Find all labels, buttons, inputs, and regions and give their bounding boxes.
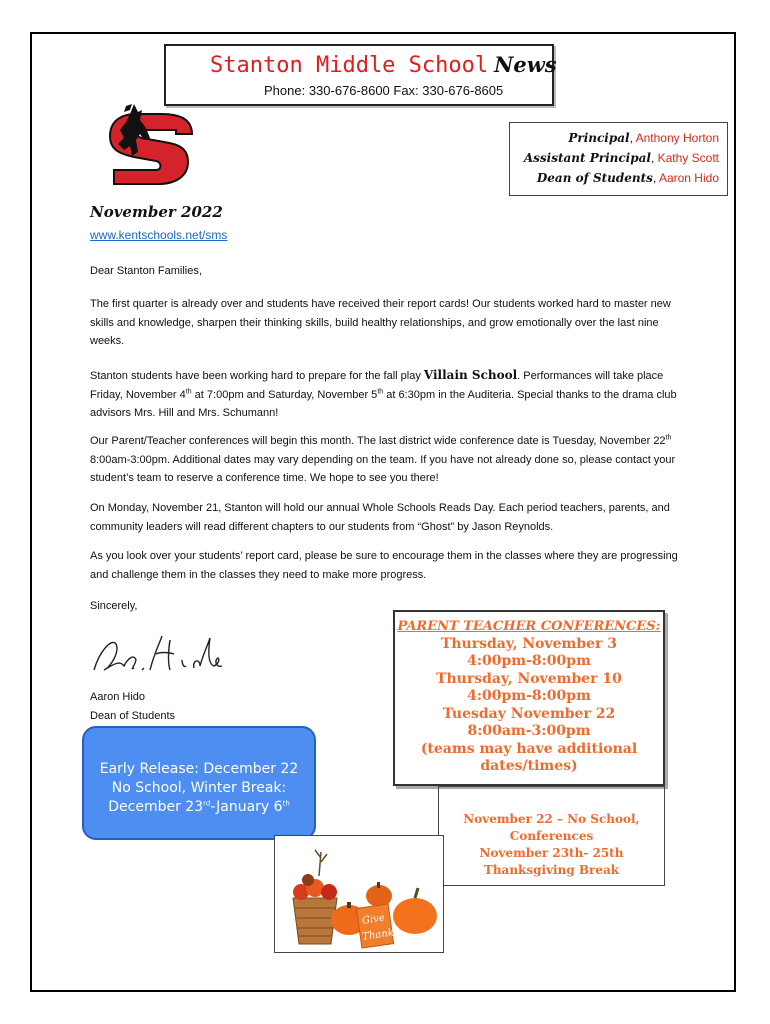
staff-name: Kathy Scott bbox=[657, 151, 719, 165]
harvest-basket-illustration bbox=[275, 836, 443, 952]
staff-role: Dean of Students bbox=[536, 171, 653, 185]
signer-title: Dean of Students bbox=[90, 710, 176, 722]
conferences-box bbox=[393, 610, 665, 786]
thanksgiving-image bbox=[274, 835, 444, 953]
paragraph-fall-play: Stanton students have been working hard to prepare for the fall play Villain School. Performances will take place Friday, November 4th at 7:00pm and Saturday, November 5th at 6:30pm in the Auditeria. Special thanks to the drama club advisors Mrs. Hill and Mrs. Schumann! bbox=[90, 368, 677, 419]
staff-name: Anthony Horton bbox=[635, 131, 719, 145]
conference-line: 4:00pm-8:00pm bbox=[467, 688, 591, 704]
greeting: Dear Stanton Families, bbox=[90, 265, 202, 277]
winter-break-line: No School, Winter Break: bbox=[111, 780, 287, 796]
conference-line: Thursday, November 10 bbox=[436, 670, 622, 687]
conference-line: 8:00am-3:00pm bbox=[467, 723, 591, 739]
holiday-line: Thanksgiving Break bbox=[483, 863, 620, 877]
paragraph-reads-day: On Monday, November 21, Stanton will hold our annual Whole Schools Reads Day. Each period teachers, parents, and community leaders will read different chapters to our students from “Ghost” by Jason Reynolds. bbox=[90, 502, 670, 533]
signer-name: Aaron Hido bbox=[90, 691, 146, 703]
staff-dean: Dean of Students, Aaron Hido bbox=[536, 171, 719, 185]
holiday-line: November 22 – No School, bbox=[463, 812, 640, 826]
holiday-line: Conferences bbox=[509, 829, 594, 843]
staff-role: Principal bbox=[568, 131, 630, 145]
contact-info: Phone: 330-676-8600 Fax: 330-676-8605 bbox=[264, 83, 504, 98]
paragraph-report-cards: The first quarter is already over and students have received their report cards! Our students worked hard to master new skills and knowledge, sharpen their thinking skills, build healthy relationships, and grow emotionally over the last nine weeks. bbox=[90, 298, 671, 347]
conference-line: 4:00pm-8:00pm bbox=[467, 653, 591, 669]
holiday-line: November 23th- 25th bbox=[479, 846, 624, 860]
school-logo bbox=[96, 100, 200, 190]
sign-text-give: Give bbox=[361, 912, 386, 927]
early-release-box bbox=[82, 726, 316, 840]
news-word: News bbox=[494, 52, 557, 77]
early-release-line: Early Release: December 22 bbox=[99, 761, 299, 777]
closing: Sincerely, bbox=[90, 600, 138, 612]
website-link[interactable]: www.kentschools.net/sms bbox=[90, 228, 228, 242]
paragraph-report-card-encouragement: As you look over your students’ report card, please be sure to encourage them in the classes where they are progressing and challenge them in the classes they need to make more progress. bbox=[90, 550, 678, 581]
school-title bbox=[210, 52, 557, 78]
signature bbox=[90, 630, 230, 680]
paragraph-conferences: Our Parent/Teacher conferences will begin this month. The last district wide conference date is Tuesday, November 22th 8:00am-3:00pm. Additional dates may vary depending on the team. If you have not already done so, please contact your student’s team to reserve a conference time. We hope to see you there! bbox=[90, 434, 676, 484]
conference-line: (teams may have additional bbox=[420, 740, 638, 757]
newsletter-month: November 2022 bbox=[90, 203, 223, 221]
staff-box bbox=[509, 122, 728, 196]
sign-text-thanks: Thanks bbox=[361, 926, 400, 943]
conference-line: Thursday, November 3 bbox=[440, 635, 618, 652]
staff-name: Aaron Hido bbox=[658, 171, 719, 185]
header-box bbox=[164, 44, 557, 106]
conferences-heading: PARENT TEACHER CONFERENCES: bbox=[397, 619, 661, 634]
play-title: Villain School bbox=[423, 368, 518, 382]
conference-line: Tuesday November 22 bbox=[442, 705, 616, 722]
staff-assistant-principal: Assistant Principal, Kathy Scott bbox=[523, 151, 719, 165]
signer-block bbox=[90, 688, 175, 726]
thanksgiving-box bbox=[438, 786, 665, 886]
staff-principal: Principal, Anthony Horton bbox=[568, 131, 719, 145]
school-name: Stanton Middle School bbox=[210, 53, 489, 78]
staff-role: Assistant Principal bbox=[523, 151, 651, 165]
conference-line: dates/times) bbox=[480, 758, 578, 774]
winter-break-dates: December 23rd-January 6th bbox=[108, 799, 290, 815]
